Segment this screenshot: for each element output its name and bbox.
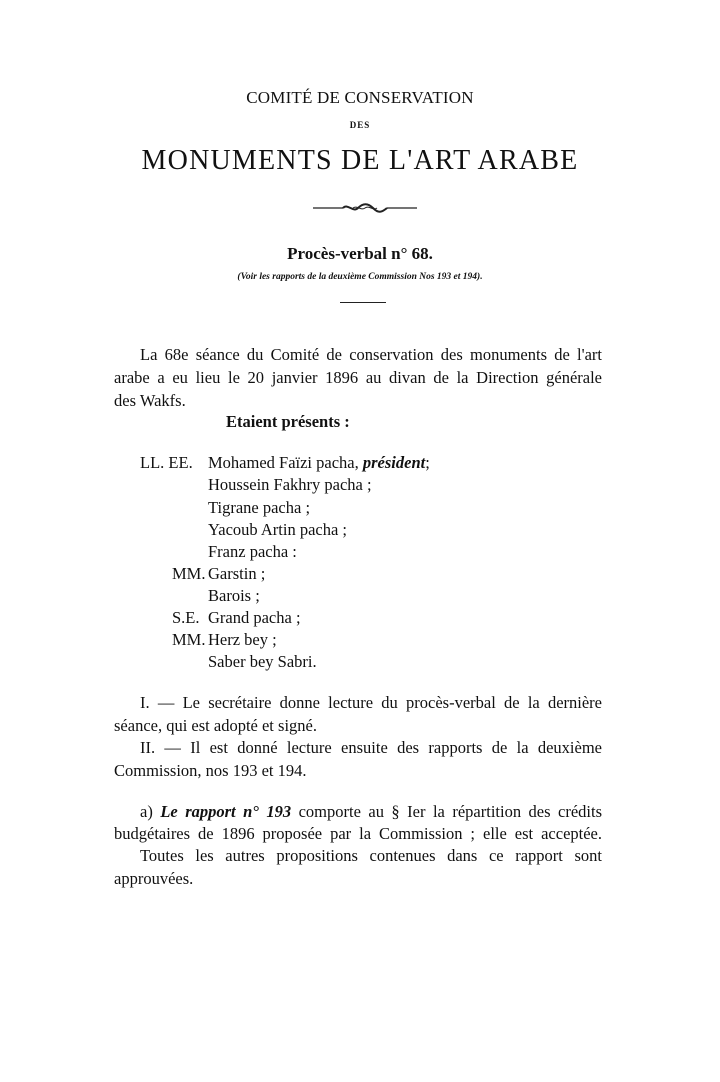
- attendee-houssein: Houssein Fakhry pacha ;: [208, 475, 372, 494]
- section-a-label: a): [140, 802, 153, 821]
- prefix-excellencies: LL. EE.: [140, 453, 193, 472]
- section-a-report: Le rapport n° 193: [160, 802, 292, 821]
- committee-heading: COMITÉ DE CONSERVATION: [246, 88, 474, 107]
- prefix-son-excellence: S.E.: [172, 608, 200, 627]
- attendee-mohamed-end: ;: [425, 453, 430, 472]
- attendee-mohamed: [208, 452, 430, 474]
- attendee-grand: Grand pacha ;: [208, 608, 301, 627]
- section-a-line-4: approuvées.: [114, 869, 194, 888]
- section-a-line-1: [140, 801, 602, 823]
- section-1-line-1: I. — Le secrétaire donne lecture du procès-verbal de la dernière: [140, 693, 602, 712]
- section-2-line-2: Commission, nos 193 et 194.: [114, 761, 307, 780]
- des-heading: DES: [349, 120, 371, 130]
- reference-note: (Voir les rapports de la deuxième Commission Nos 193 et 194).: [237, 272, 483, 282]
- prefix-messieurs-2: MM.: [172, 630, 206, 649]
- section-2-line-1: II. — Il est donné lecture ensuite des rapports de la deuxième: [140, 738, 602, 757]
- attendee-yacoub: Yacoub Artin pacha ;: [208, 520, 348, 539]
- intro-line-3: des Wakfs.: [114, 391, 186, 410]
- attendee-saber: Saber bey Sabri.: [208, 652, 317, 671]
- section-a-line-1-rest: comporte au § Ier la répartition des crédits: [298, 802, 603, 821]
- section-a-line-3: Toutes les autres propositions contenues dans ce rapport sont: [140, 846, 602, 865]
- attendee-franz: Franz pacha :: [208, 542, 297, 561]
- proces-verbal-title: Procès-verbal n° 68.: [287, 244, 433, 263]
- attendee-herz: Herz bey ;: [208, 630, 277, 649]
- attendee-tigrane: Tigrane pacha ;: [208, 498, 311, 517]
- intro-line-1: La 68e séance du Comité de conservation des monuments de l'art: [140, 345, 602, 364]
- section-1-line-2: séance, qui est adopté et signé.: [114, 716, 317, 735]
- prefix-messieurs: MM.: [172, 564, 206, 583]
- attendee-garstin: Garstin ;: [208, 564, 266, 583]
- main-title: MONUMENTS DE L'ART ARABE: [141, 145, 579, 176]
- attendee-mohamed-name: Mohamed Faïzi pacha,: [208, 453, 359, 472]
- present-label: Etaient présents :: [226, 412, 350, 431]
- ornament-divider: [313, 202, 417, 214]
- section-a-line-2: budgétaires de 1896 proposée par la Commission ; elle est acceptée.: [114, 824, 602, 843]
- intro-line-2: arabe a eu lieu le 20 janvier 1896 au divan de la Direction générale: [114, 368, 602, 387]
- attendee-barois: Barois ;: [208, 586, 260, 605]
- attendee-mohamed-role: président: [362, 453, 426, 472]
- short-rule-divider: [340, 302, 386, 303]
